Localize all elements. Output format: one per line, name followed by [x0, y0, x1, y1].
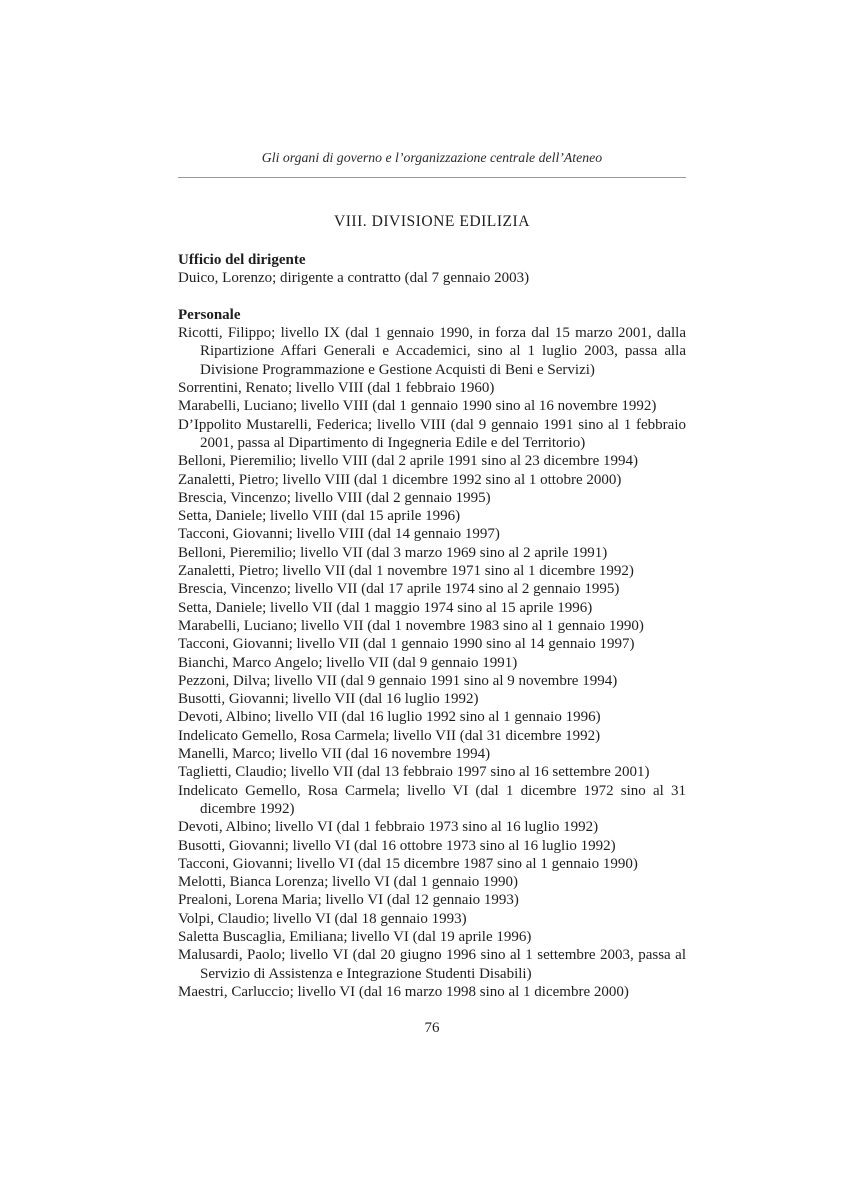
person-entry: Brescia, Vincenzo; livello VII (dal 17 aprile 1974 sino al 2 gennaio 1995) [178, 581, 620, 598]
person-entry: Pezzoni, Dilva; livello VII (dal 9 gennaio 1991 sino al 9 novembre 1994) [178, 672, 618, 689]
person-entry: Setta, Daniele; livello VII (dal 1 maggio 1974 sino al 15 aprile 1996) [178, 599, 593, 616]
person-entry: Zanaletti, Pietro; livello VIII (dal 1 dicembre 1992 sino al 1 ottobre 2000) [178, 471, 622, 488]
person-entry: Malusardi, Paolo; livello VI (dal 20 giugno 1996 sino al 1 settembre 2003, passa al Servizio di Assistenza e Integrazione Studenti Disabili) [178, 947, 686, 982]
running-header: Gli organi di governo e l’organizzazione centrale dell’Ateneo [178, 149, 686, 178]
person-entry: Sorrentini, Renato; livello VIII (dal 1 febbraio 1960) [178, 380, 495, 397]
person-entry: Prealoni, Lorena Maria; livello VI (dal 12 gennaio 1993) [178, 892, 519, 909]
person-entry: Taglietti, Claudio; livello VII (dal 13 febbraio 1997 sino al 16 settembre 2001) [178, 764, 650, 781]
ufficio-entries-list [178, 269, 686, 287]
personale-entries-list [178, 324, 686, 1001]
person-entry: Busotti, Giovanni; livello VII (dal 16 luglio 1992) [178, 691, 479, 708]
person-entry: Belloni, Pieremilio; livello VIII (dal 2 aprile 1991 sino al 23 dicembre 1994) [178, 453, 639, 470]
person-entry: Bianchi, Marco Angelo; livello VII (dal 9 gennaio 1991) [178, 654, 518, 671]
person-entry: Zanaletti, Pietro; livello VII (dal 1 novembre 1971 sino al 1 dicembre 1992) [178, 563, 634, 580]
person-entry: Maestri, Carluccio; livello VI (dal 16 marzo 1998 sino al 1 dicembre 2000) [178, 983, 629, 1000]
person-entry: Indelicato Gemello, Rosa Carmela; livello VII (dal 31 dicembre 1992) [178, 727, 601, 744]
person-entry: D’Ippolito Mustarelli, Federica; livello VIII (dal 9 gennaio 1991 sino al 1 febbraio 2001, passa al Dipartimento di Ingegneria Edile e del Territorio) [178, 416, 686, 451]
page-content [178, 149, 686, 1001]
person-entry: Saletta Buscaglia, Emiliana; livello VI (dal 19 aprile 1996) [178, 928, 532, 945]
person-entry: Tacconi, Giovanni; livello VII (dal 1 gennaio 1990 sino al 14 gennaio 1997) [178, 636, 635, 653]
person-entry: Belloni, Pieremilio; livello VII (dal 3 marzo 1969 sino al 2 aprile 1991) [178, 544, 608, 561]
person-entry: Busotti, Giovanni; livello VI (dal 16 ottobre 1973 sino al 16 luglio 1992) [178, 837, 616, 854]
person-entry: Manelli, Marco; livello VII (dal 16 novembre 1994) [178, 746, 491, 763]
person-entry: Devoti, Albino; livello VI (dal 1 febbraio 1973 sino al 16 luglio 1992) [178, 819, 599, 836]
person-entry: Marabelli, Luciano; livello VIII (dal 1 gennaio 1990 sino al 16 novembre 1992) [178, 398, 657, 415]
person-entry: Duico, Lorenzo; dirigente a contratto (dal 7 gennaio 2003) [178, 270, 530, 287]
person-entry: Devoti, Albino; livello VII (dal 16 luglio 1992 sino al 1 gennaio 1996) [178, 709, 601, 726]
person-entry: Tacconi, Giovanni; livello VIII (dal 14 gennaio 1997) [178, 526, 500, 543]
person-entry: Ricotti, Filippo; livello IX (dal 1 gennaio 1990, in forza dal 15 marzo 2001, dalla Ripartizione Affari Generali e Accademici, sino al 1 luglio 2003, passa alla Divisione Programmazione e Gestione Acquisti di Beni e Servizi) [178, 325, 686, 378]
page-title: VIII. DIVISIONE EDILIZIA [333, 213, 531, 230]
page-number: 76 [424, 1020, 440, 1036]
person-entry: Indelicato Gemello, Rosa Carmela; livello VI (dal 1 dicembre 1972 sino al 31 dicembre 1992) [178, 782, 686, 817]
person-entry: Marabelli, Luciano; livello VII (dal 1 novembre 1983 sino al 1 gennaio 1990) [178, 617, 644, 634]
section-heading-personale: Personale [178, 306, 241, 323]
person-entry: Brescia, Vincenzo; livello VIII (dal 2 gennaio 1995) [178, 489, 491, 506]
person-entry: Melotti, Bianca Lorenza; livello VI (dal 1 gennaio 1990) [178, 874, 519, 891]
person-entry: Setta, Daniele; livello VIII (dal 15 aprile 1996) [178, 508, 461, 525]
person-entry: Tacconi, Giovanni; livello VI (dal 15 dicembre 1987 sino al 1 gennaio 1990) [178, 855, 638, 872]
section-heading-ufficio-del-dirigente: Ufficio del dirigente [178, 252, 306, 268]
person-entry: Volpi, Claudio; livello VI (dal 18 gennaio 1993) [178, 910, 467, 927]
